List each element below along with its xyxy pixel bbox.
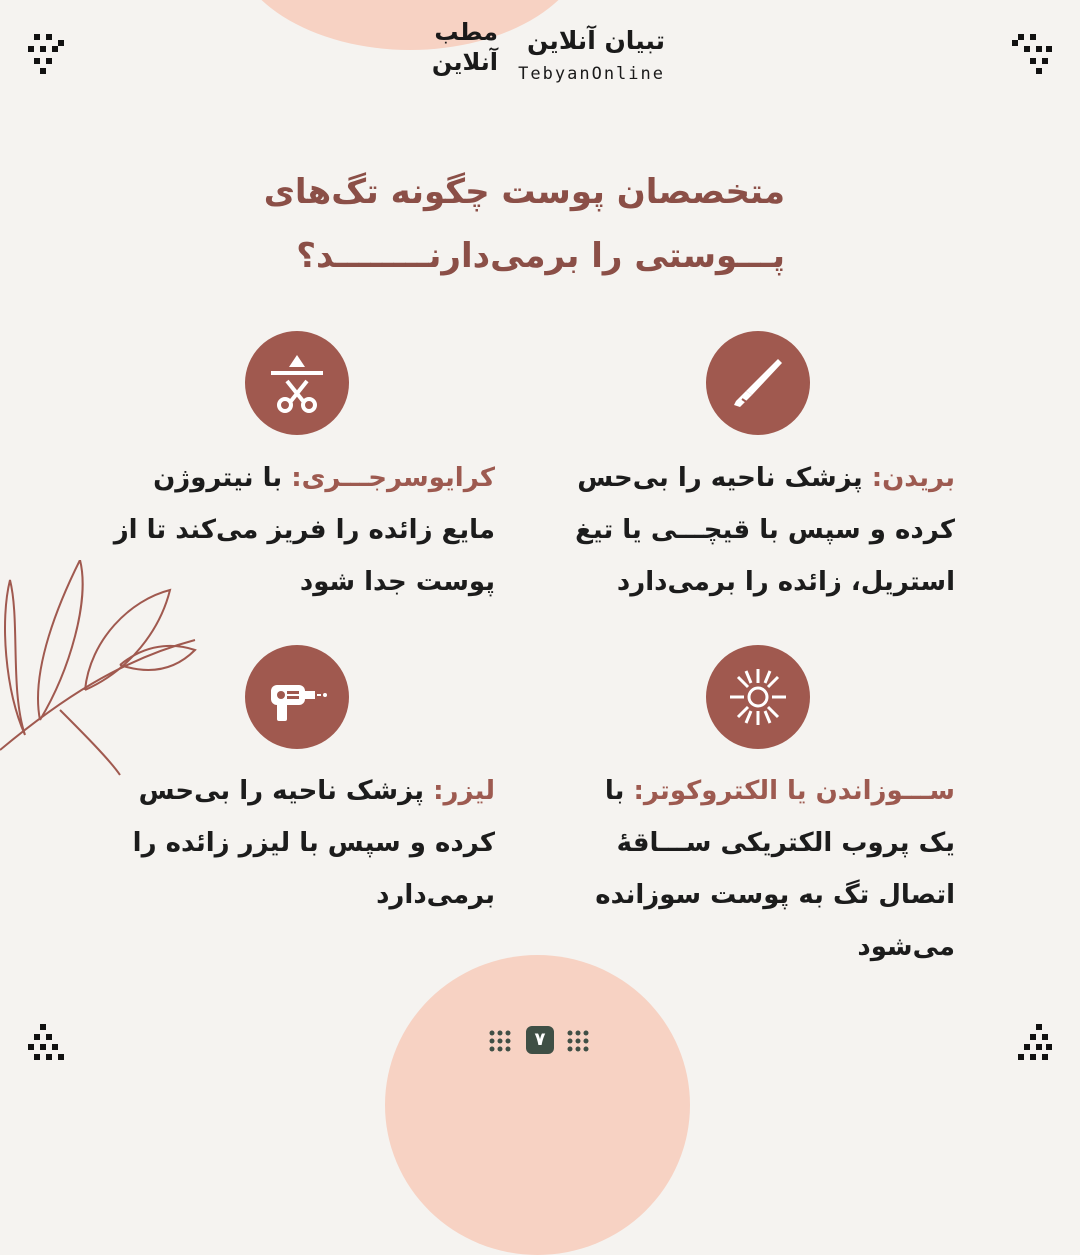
scalpel-icon — [726, 351, 790, 415]
item-cutting — [565, 452, 955, 608]
item-text: با نیتروژن مایع زائده را فریز می‌کند تا از پوست جدا شود — [113, 463, 495, 597]
dots-icon — [1012, 34, 1052, 74]
page-title-line2: پـــوستی را برمی‌دارنــــــــد؟ — [296, 236, 785, 276]
page-number: ۷ — [526, 1026, 554, 1054]
page-title-line1: متخصصان پوست چگونه تگ‌های — [263, 172, 785, 212]
item-text: با یک پروب الکتریکی ســـاقۀ اتصال تگ به پوست سوزانده می‌شود — [595, 776, 955, 962]
item-electrocautery — [565, 765, 955, 973]
item-term: بریدن: — [871, 463, 955, 493]
burst-icon — [726, 665, 790, 729]
item-text: پزشک ناحیه را بی‌حس کرده و سپس با لیزر زائده را برمی‌دارد — [132, 776, 495, 910]
burst-icon-badge — [706, 645, 810, 749]
dots-icon — [1012, 1024, 1052, 1064]
dots-icon — [28, 34, 68, 74]
item-laser — [105, 765, 495, 921]
dots-icon — [488, 1029, 512, 1053]
dots-icon — [566, 1029, 590, 1053]
laser-gun-icon-badge — [245, 645, 349, 749]
scissors-cut-icon — [265, 351, 329, 415]
section-logo-line1: مطب — [434, 18, 498, 46]
scissors-cut-icon-badge — [245, 331, 349, 435]
brand-logo-en: TebyanOnline — [518, 64, 665, 84]
item-term: لیزر: — [433, 776, 495, 806]
item-text: پزشک ناحیه را بی‌حس کرده و سپس با قیچـــی یا تیغ استریل، زائده را برمی‌دارد — [575, 463, 955, 597]
dots-icon — [28, 1024, 68, 1064]
section-logo-line2: آنلاین — [431, 48, 498, 76]
brand-logo-fa: تبیان آنلاین — [526, 26, 665, 55]
item-cryosurgery — [105, 452, 495, 608]
page-title — [240, 160, 785, 288]
laser-gun-icon — [265, 665, 329, 729]
item-term: کرایوسرجـــری: — [291, 463, 495, 493]
item-term: ســـوزاندن یا الکتروکوتر: — [633, 776, 955, 806]
page-indicator — [488, 1026, 592, 1056]
decor-blob-bottom — [385, 955, 690, 1255]
scalpel-icon-badge — [706, 331, 810, 435]
